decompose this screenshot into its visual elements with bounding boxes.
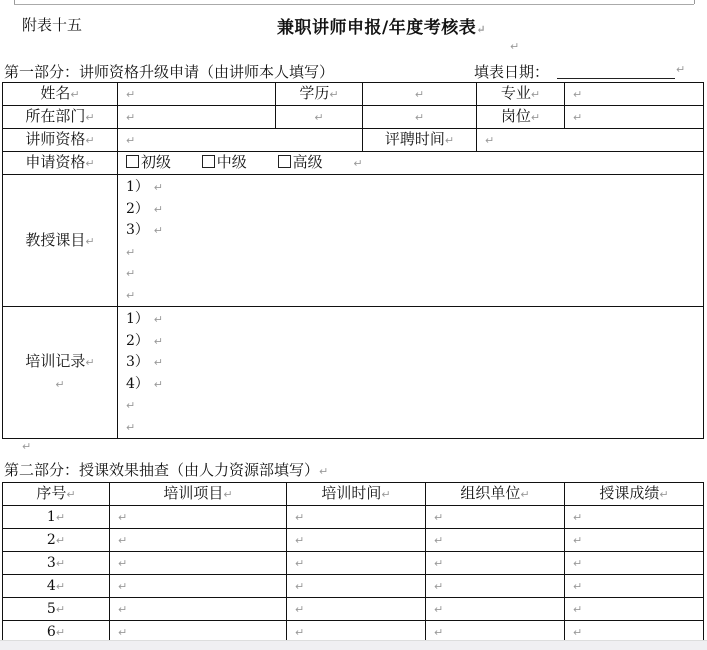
department-label: 所在部门↵ (3, 106, 118, 129)
time-cell[interactable]: ↵ (287, 575, 426, 598)
project-cell[interactable]: ↵ (110, 506, 287, 529)
course-item: 1） ↵ (126, 179, 163, 195)
training-item: 4） ↵ (126, 375, 163, 392)
row-number: 4↵ (3, 575, 110, 598)
paragraph-mark-icon: ↵ (353, 157, 363, 170)
training-item: 3） ↵ (126, 354, 163, 370)
position-label: 岗位↵ (477, 106, 565, 129)
project-cell[interactable]: ↵ (110, 552, 287, 575)
time-cell[interactable]: ↵ (287, 598, 426, 621)
hire-time-field[interactable]: ↵ (477, 129, 704, 152)
checkbox-icon[interactable] (202, 155, 215, 168)
paragraph-mark-icon: ↵ (510, 40, 520, 53)
org-cell[interactable]: ↵ (426, 598, 565, 621)
score-cell[interactable]: ↵ (565, 552, 704, 575)
name-field[interactable]: ↵ (118, 83, 276, 106)
score-cell[interactable]: ↵ (565, 598, 704, 621)
table-row (3, 529, 704, 552)
major-label: 专业↵ (477, 83, 565, 106)
page-margin-marker (0, 0, 707, 6)
project-cell[interactable]: ↵ (110, 621, 287, 644)
training-item: 1） ↵ (126, 311, 163, 327)
org-cell[interactable]: ↵ (426, 506, 565, 529)
department-field[interactable]: ↵ (118, 106, 276, 129)
column-header: 培训项目↵ (110, 483, 287, 506)
qualification-field[interactable]: ↵ (118, 129, 363, 152)
column-header: 序号↵ (3, 483, 110, 506)
course-item: 3） ↵ (126, 222, 163, 238)
teaching-effect-table (2, 482, 704, 644)
course-item: ↵ (126, 267, 136, 280)
course-item: ↵ (126, 288, 136, 302)
qualification-label: 讲师资格↵ (3, 129, 118, 152)
appendix-label: 附表十五 (22, 16, 83, 34)
time-cell[interactable]: ↵ (287, 506, 426, 529)
table-row (3, 598, 704, 621)
training-item: 2） ↵ (126, 332, 163, 349)
project-cell[interactable]: ↵ (110, 575, 287, 598)
column-header: 培训时间↵ (287, 483, 426, 506)
score-cell[interactable]: ↵ (565, 506, 704, 529)
column-header: 授课成绩↵ (565, 483, 704, 506)
checkbox-icon[interactable] (278, 155, 291, 168)
position-field[interactable]: ↵ (565, 106, 704, 129)
apply-option-senior[interactable]: 高级 (278, 153, 323, 171)
paragraph-mark-icon: ↵ (22, 440, 32, 453)
time-cell[interactable]: ↵ (287, 621, 426, 644)
org-cell[interactable]: ↵ (426, 575, 565, 598)
table-header-row (3, 483, 704, 506)
org-cell[interactable]: ↵ (426, 552, 565, 575)
hire-time-label: 评聘时间↵ (363, 129, 477, 152)
table-row (3, 575, 704, 598)
time-cell[interactable]: ↵ (287, 552, 426, 575)
fill-date-input[interactable] (557, 78, 675, 79)
courses-label: 教授课目↵ (3, 175, 118, 307)
part1-heading: 第一部分：讲师资格升级申请（由讲师本人填写） (4, 63, 335, 81)
fill-date-label: 填表日期： (474, 63, 550, 81)
column-header: 组织单位↵ (426, 483, 565, 506)
course-item: ↵ (126, 245, 136, 259)
training-item: ↵ (126, 420, 136, 434)
department-field-extra-2[interactable]: ↵ (363, 106, 477, 129)
apply-options (118, 152, 704, 175)
course-item: 2） ↵ (126, 200, 163, 217)
major-field[interactable]: ↵ (565, 83, 704, 106)
part2-heading: 第二部分：授课效果抽查（由人力资源部填写）↵ (4, 461, 329, 479)
courses-field[interactable] (118, 175, 704, 307)
row-number: 2↵ (3, 529, 110, 552)
qualification-application-table (2, 82, 704, 439)
table-row (3, 506, 704, 529)
time-cell[interactable]: ↵ (287, 529, 426, 552)
row-number: 3↵ (3, 552, 110, 575)
apply-option-intermediate[interactable]: 中级 (202, 153, 247, 171)
project-cell[interactable]: ↵ (110, 529, 287, 552)
training-item: ↵ (126, 399, 136, 412)
score-cell[interactable]: ↵ (565, 529, 704, 552)
apply-option-junior[interactable]: 初级 (126, 153, 171, 171)
score-cell[interactable]: ↵ (565, 575, 704, 598)
education-label: 学历↵ (276, 83, 363, 106)
row-number: 1↵ (3, 506, 110, 529)
project-cell[interactable]: ↵ (110, 598, 287, 621)
row-number: 6↵ (3, 621, 110, 644)
org-cell[interactable]: ↵ (426, 529, 565, 552)
org-cell[interactable]: ↵ (426, 621, 565, 644)
training-field[interactable] (118, 307, 704, 439)
checkbox-icon[interactable] (126, 155, 139, 168)
training-label: 培训记录↵ ↵ (3, 307, 118, 439)
paragraph-mark-icon: ↵ (676, 63, 686, 76)
apply-label: 申请资格↵ (3, 152, 118, 175)
paragraph-mark-icon: ↵ (476, 23, 486, 36)
row-number: 5↵ (3, 598, 110, 621)
document-title: 兼职讲师申报/年度考核表↵ (277, 18, 486, 38)
department-field-extra[interactable]: ↵ (276, 106, 363, 129)
score-cell[interactable]: ↵ (565, 621, 704, 644)
education-field[interactable]: ↵ (363, 83, 477, 106)
name-label: 姓名↵ (3, 83, 118, 106)
table-row (3, 552, 704, 575)
